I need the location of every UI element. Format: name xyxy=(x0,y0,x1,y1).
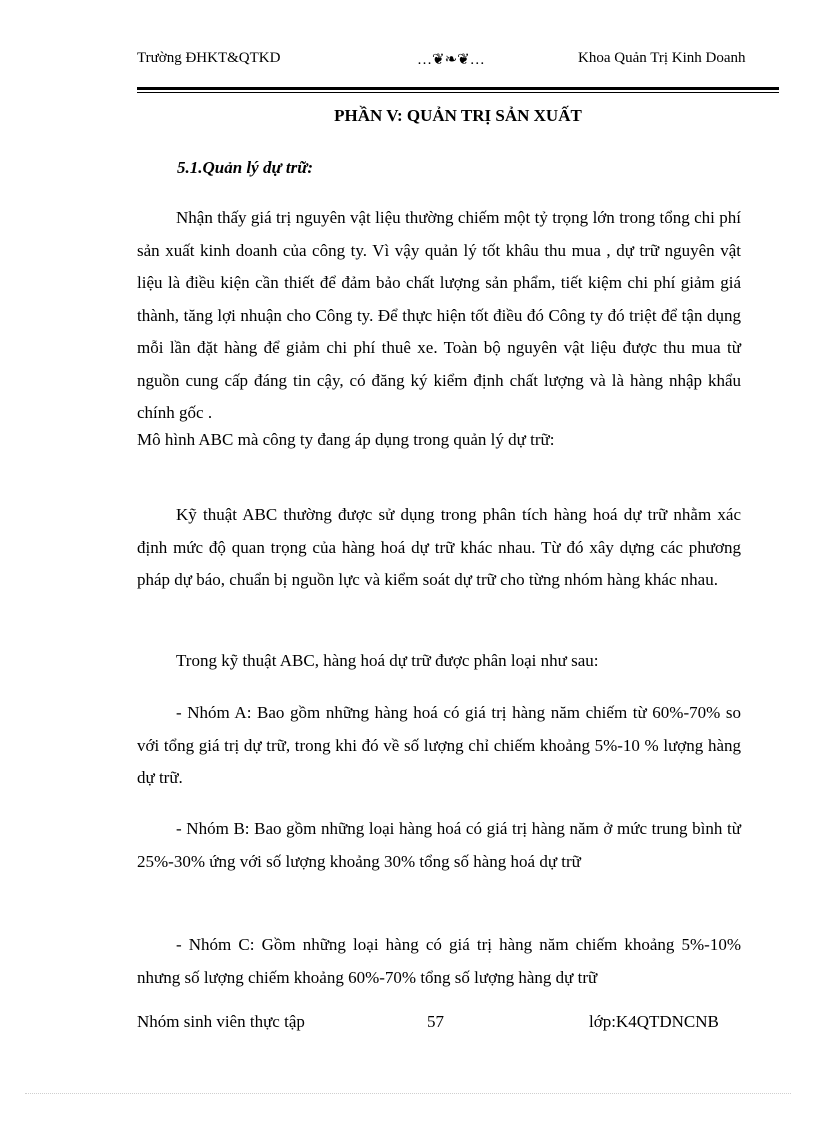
page-edge-dotted-line xyxy=(25,1093,791,1094)
header-rule-thick xyxy=(137,87,779,90)
paragraph-abc-technique: Kỹ thuật ABC thường được sử dụng trong phân tích hàng hoá dự trữ nhằm xác định mức độ quan trọng của hàng hoá dự trữ khác nhau. Từ đó xây dựng các phương pháp dự báo, chuẩn bị nguồn lực và kiểm soát dự trữ cho từng nhóm hàng khác nhau. xyxy=(137,505,741,589)
header-rule-thin xyxy=(137,92,779,93)
paragraph-group-c: - Nhóm C: Gồm những loại hàng có giá trị hàng năm chiếm khoảng 5%-10% nhưng số lượng chiếm khoảng 60%-70% tổng số lượng hàng dự trữ xyxy=(137,935,741,987)
paragraph-abc-model: Mô hình ABC mà công ty đang áp dụng trong quản lý dự trữ: xyxy=(137,430,555,449)
paragraph-group-a: - Nhóm A: Bao gồm những hàng hoá có giá trị hàng năm chiếm từ 60%-70% so với tổng giá trị dự trữ, trong khi đó về số lượng chỉ chiếm khoảng 5%-10 % lượng hàng dự trữ. xyxy=(137,703,741,787)
paragraph-group-b: - Nhóm B: Bao gồm những loại hàng hoá có giá trị hàng năm ở mức trung bình từ 25%-30% ứng với số lượng khoảng 30% tổng số hàng hoá dự trữ xyxy=(137,819,741,871)
page-number: 57 xyxy=(427,1012,444,1031)
header-faculty: Khoa Quản Trị Kinh Doanh xyxy=(578,50,746,66)
footer-group: Nhóm sinh viên thực tập xyxy=(137,1012,305,1031)
footer-class: lớp:K4QTDNCNB xyxy=(589,1012,719,1031)
page-title: PHẦN V: QUẢN TRỊ SẢN XUẤT xyxy=(334,106,582,125)
section-heading: 5.1.Quản lý dự trữ: xyxy=(177,158,314,177)
header-school: Trường ĐHKT&QTKD xyxy=(137,50,281,66)
header-ornament: …❦❧❦… xyxy=(417,52,485,68)
paragraph-classification: Trong kỹ thuật ABC, hàng hoá dự trữ được phân loại như sau: xyxy=(176,651,599,670)
paragraph-intro: Nhận thấy giá trị nguyên vật liệu thường chiếm một tỷ trọng lớn trong tổng chi phí sản xuất kinh doanh của công ty. Vì vậy quản lý tốt khâu thu mua , dự trữ nguyên vật liệu là điều kiện cần thiết để đảm bảo chất lượng sản phẩm, tiết kiệm chi phí giảm giá thành, tăng lợi nhuận cho Công ty. Để thực hiện tốt điều đó Công ty đó triệt để tận dụng mỗi lần đặt hàng để giảm chi phí thuê xe. Toàn bộ nguyên vật liệu được thu mua từ nguồn cung cấp đáng tin cậy, có đăng ký kiểm định chất lượng và là hàng nhập khẩu chính gốc . xyxy=(137,208,741,422)
